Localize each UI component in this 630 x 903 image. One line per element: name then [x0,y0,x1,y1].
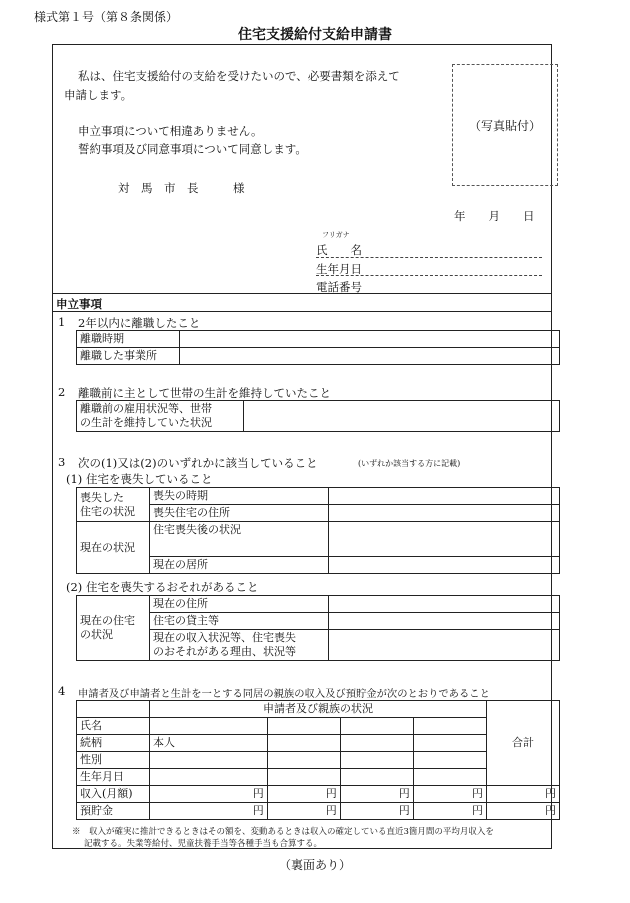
section-1-number: 1 [58,315,66,329]
table-row [77,401,560,432]
form-title: 住宅支援給付支給申請書 [238,27,392,43]
table-cell-input[interactable] [244,401,560,432]
name-field[interactable] [316,257,542,258]
section-1-title: 2年以内に離職したこと [78,316,201,330]
table-group-label [77,488,150,522]
table-label: 生年月日 [77,769,150,786]
yen-cell[interactable]: 円 [150,803,268,820]
yen-cell[interactable]: 円 [340,786,413,803]
table-header: 申請者及び親族の状況 [150,701,487,718]
table-row [77,630,560,661]
footnote-line-1: ※ 収入が確実に推計できるときはその額を、変動あるときは収入の確定している直近3箇月間の平均月収入を [72,827,494,837]
table-cell-input[interactable] [267,718,340,735]
yen-cell[interactable]: 円 [413,803,486,820]
table-corner [77,701,150,718]
table-cell-input[interactable] [413,735,486,752]
row-label-line-2: のおそれがある理由、状況等 [153,645,296,658]
statement-line-1: 私は、住宅支援給付の支給を受けたいので、必要書類を添えて [78,69,400,83]
section-2-title: 離職前に主として世帯の生計を維持していたこと [78,386,331,400]
table-cell-input[interactable] [329,505,560,522]
table-cell-input[interactable] [267,769,340,786]
phone-label: 電話番号 [316,280,362,294]
back-note: （裏面あり） [278,858,351,872]
table-cell-input[interactable] [329,630,560,661]
name-label: 氏 名 [316,243,362,257]
section-3-note: (いずれか該当する方に記載) [358,459,461,468]
row-label-line-1: 現在の収入状況等、住宅喪失 [153,631,296,644]
addressee: 対 馬 市 長 様 [118,181,245,195]
table-group-label [77,596,150,661]
table-row [77,331,560,348]
table-cell-input[interactable] [329,522,560,557]
table-row [77,701,560,718]
furigana-label: フリガナ [322,231,350,239]
section-3-title: 次の(1)又は(2)のいずれかに該当していること [78,456,318,470]
table-cell-input[interactable] [340,769,413,786]
section-4-table [76,700,560,820]
table-label: 預貯金 [77,803,150,820]
confirm-line-1: 申立事項について相違ありません。 [78,124,263,138]
table-label: 氏名 [77,718,150,735]
table-cell-input[interactable] [329,557,560,574]
table-cell-input[interactable] [413,718,486,735]
table-label: 性別 [77,752,150,769]
table-cell-input[interactable] [329,613,560,630]
section-2-number: 2 [58,385,66,399]
section-2-table [76,400,560,432]
photo-label: （写真貼付） [468,118,541,133]
table-row [77,613,560,630]
footnote-line-2: 記載する。失業等給付、児童扶養手当等各種手当も合算する。 [84,839,323,849]
table-cell-input[interactable] [267,735,340,752]
group-label-line-2: の状況 [80,628,113,641]
table-label: 離職した事業所 [77,348,180,365]
row-label-line-2: の生計を維持していた状況 [80,416,212,429]
table-row [77,505,560,522]
table-row [77,557,560,574]
table-cell-input[interactable] [329,596,560,613]
table-row [77,786,560,803]
table-cell-input[interactable] [340,752,413,769]
table-row [77,803,560,820]
group-label-line-1: 現在の住宅 [80,614,135,627]
table-row [77,522,560,557]
yen-cell[interactable]: 円 [340,803,413,820]
table-row [77,348,560,365]
table-label: 喪失住宅の住所 [150,505,329,522]
footnote [72,826,552,850]
sub-1-title: (1) 住宅を喪失していること [66,472,213,486]
table-cell-input[interactable] [150,752,268,769]
table-label [77,401,244,432]
table-cell-value: 本人 [150,735,268,752]
birth-field[interactable] [316,275,542,276]
statement-line-2: 申請します。 [64,88,133,102]
date-field[interactable]: 年 月 日 [454,209,535,223]
section-4-title: 申請者及び申請者と生計を一とする同居の親族の収入及び預貯金が次のとおりであること [78,688,490,700]
table-label: 現在の居所 [150,557,329,574]
group-label-line-2: 住宅の状況 [80,504,135,518]
table-header: 合計 [487,701,560,786]
yen-cell[interactable]: 円 [487,803,560,820]
table-cell-input[interactable] [413,752,486,769]
declarations-heading: 申立事項 [56,297,102,311]
table-cell-input[interactable] [180,348,560,365]
section-4-number: 4 [58,684,66,698]
table-cell-input[interactable] [150,718,268,735]
divider [52,311,552,312]
table-row [77,488,560,505]
yen-cell[interactable]: 円 [487,786,560,803]
table-cell-input[interactable] [180,331,560,348]
row-label-line-1: 離職前の雇用状況等、世帯 [80,402,212,415]
yen-cell[interactable]: 円 [267,786,340,803]
divider [52,293,552,294]
yen-cell[interactable]: 円 [150,786,268,803]
table-cell-input[interactable] [150,769,268,786]
birth-label: 生年月日 [316,262,362,276]
table-label: 住宅の貸主等 [150,613,329,630]
yen-cell[interactable]: 円 [413,786,486,803]
table-cell-input[interactable] [340,735,413,752]
table-label: 続柄 [77,735,150,752]
table-label [150,630,329,661]
table-cell-input[interactable] [329,488,560,505]
table-label: 住宅喪失後の状況 [150,522,329,557]
group-label-line-1: 喪失した [80,490,124,504]
yen-cell[interactable]: 円 [267,803,340,820]
table-label: 喪失の時期 [150,488,329,505]
sub-2-title: (2) 住宅を喪失するおそれがあること [66,580,259,594]
table-cell-input[interactable] [413,769,486,786]
sub-1-table [76,487,560,574]
table-row [77,596,560,613]
table-cell-input[interactable] [267,752,340,769]
section-1-table [76,330,560,365]
form-number: 様式第１号（第８条関係） [34,10,179,24]
confirm-line-2: 誓約事項及び同意事項について同意します。 [78,142,307,156]
section-3-number: 3 [58,455,66,469]
table-cell-input[interactable] [340,718,413,735]
table-label: 現在の住所 [150,596,329,613]
sub-2-table [76,595,560,661]
photo-area [452,64,558,186]
table-group-label: 現在の状況 [77,522,150,574]
table-label: 離職時期 [77,331,180,348]
table-label: 収入(月額) [77,786,150,803]
